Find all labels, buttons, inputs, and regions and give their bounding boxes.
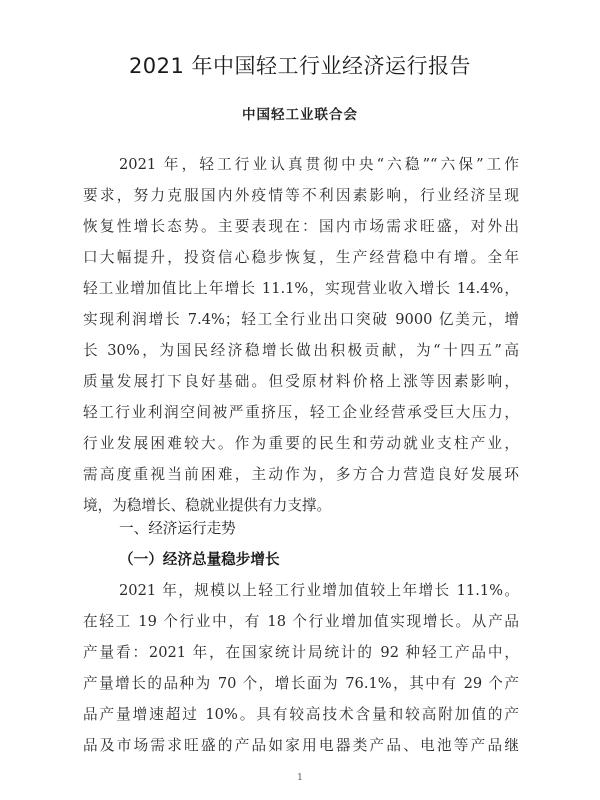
paragraph-line: 口大幅提升，投资信心稳步恢复，生产经营稳中有增。全年 xyxy=(83,249,519,266)
document-organization: 中国轻工业联合会 xyxy=(242,107,358,123)
paragraph-line: 长 30%，为国民经济稳增长做出积极贡献，为“十四五”高 xyxy=(83,342,519,359)
paragraph-line: 品产量增速超过 10%。具有较高技术含量和较高附加值的产 xyxy=(83,706,519,723)
paragraph-line: 行业发展困难较大。作为重要的民生和劳动就业支柱产业， xyxy=(83,435,519,452)
paragraph-line: 2021 年，规模以上轻工行业增加值较上年增长 11.1%。 xyxy=(119,582,519,599)
paragraph-line: 轻工行业利润空间被严重挤压，轻工企业经营承受巨大压力， xyxy=(83,404,519,421)
paragraph-line: 恢复性增长态势。主要表现在：国内市场需求旺盛，对外出 xyxy=(83,218,519,235)
paragraph-line: 实现利润增长 7.4%；轻工全行业出口突破 9000 亿美元，增 xyxy=(83,311,519,328)
paragraph-line: 要求，努力克服国内外疫情等不利因素影响，行业经济呈现 xyxy=(83,187,519,204)
paragraph-line: 在轻工 19 个行业中，有 18 个行业增加值实现增长。从产品 xyxy=(83,613,519,630)
paragraph-line: 轻工业增加值比上年增长 11.1%，实现营业收入增长 14.4%， xyxy=(83,280,519,297)
paragraph-line: 品及市场需求旺盛的产品如家用电器类产品、电池等产品继 xyxy=(83,737,519,754)
page-number: 1 xyxy=(297,773,303,783)
document-title: 2021 年中国轻工行业经济运行报告 xyxy=(128,54,472,78)
section-heading: 一、经济运行走势 xyxy=(119,520,236,537)
paragraph-line: 境，为稳增长、稳就业提供有力支撑。 xyxy=(83,497,332,514)
paragraph-line: 需高度重视当前困难，主动作为，多方合力营造良好发展环 xyxy=(83,466,519,483)
subsection-heading: （一）经济总量稳步增长 xyxy=(119,551,280,568)
paragraph-line: 2021 年，轻工行业认真贯彻中央“六稳”“六保”工作 xyxy=(119,156,519,173)
paragraph-line: 质量发展打下良好基础。但受原材料价格上涨等因素影响， xyxy=(83,373,519,390)
paragraph-line: 产量增长的品种为 70 个，增长面为 76.1%，其中有 29 个产 xyxy=(83,675,519,692)
paragraph-line: 产量看：2021 年，在国家统计局统计的 92 种轻工产品中， xyxy=(83,644,519,661)
